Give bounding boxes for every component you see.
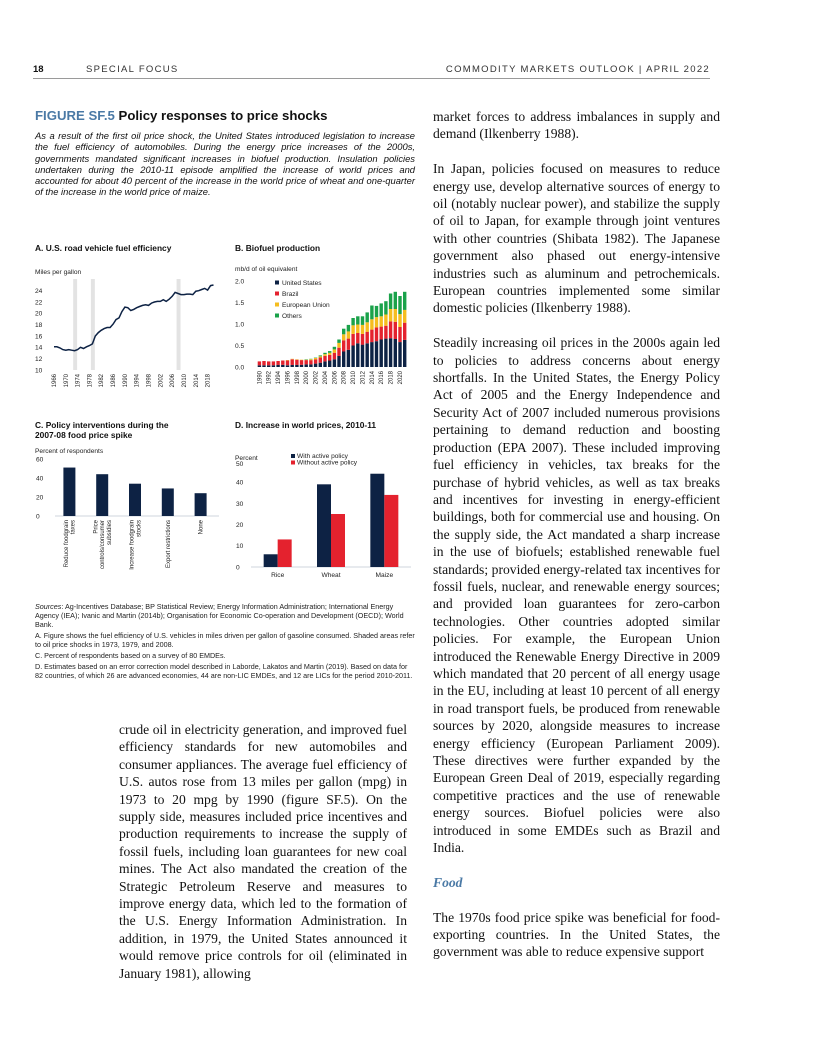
svg-text:1.0: 1.0: [235, 321, 245, 329]
sources-text: : Ag-Incentives Database; BP Statistical Review; Energy Information Administration; International Energy Agency (IEA); Ivanic and Martin (2014b); Organisation for Economic Co-operation and Development (OECD); World Bank.: [35, 602, 404, 630]
panel-c-title-line1: C. Policy interventions during the: [35, 420, 169, 430]
sources-label: Sources: [35, 602, 62, 611]
svg-text:Percent: Percent: [235, 455, 258, 462]
panel-d-chart: [235, 442, 420, 592]
panel-d: [235, 420, 420, 590]
publication-title: COMMODITY MARKETS OUTLOOK | APRIL 2022: [445, 64, 710, 75]
svg-text:With active policy: With active policy: [297, 453, 348, 460]
svg-text:1978: 1978: [87, 374, 94, 388]
note-d: D. Estimates based on an error correction model described in Laborde, Lakatos and Martin (2019). Based on data for 82 countries, of which 26 are advanced economies, 44 are non-LIC EMDEs, and 12 are LICs for the period 2010-2011.: [35, 661, 413, 680]
note-c: C. Percent of respondents based on a survey of 80 EMDEs.: [35, 651, 226, 661]
svg-text:30: 30: [236, 500, 244, 508]
panel-b-chart: [235, 255, 420, 405]
svg-text:20: 20: [36, 494, 44, 502]
figure-notes: [35, 602, 415, 682]
page-header: [33, 64, 710, 79]
sources-note: [35, 602, 415, 630]
svg-text:22: 22: [35, 299, 43, 307]
svg-text:2008: 2008: [341, 371, 348, 385]
svg-text:0.5: 0.5: [235, 342, 245, 350]
panel-b: [235, 243, 420, 403]
body-column-right: [433, 108, 720, 961]
svg-text:1990: 1990: [257, 371, 264, 385]
svg-text:1996: 1996: [285, 371, 292, 385]
svg-text:European Union: European Union: [282, 302, 330, 309]
panel-a: [35, 243, 220, 403]
svg-text:United States: United States: [282, 280, 322, 287]
panel-c-title-line2: 2007-08 food price spike: [35, 430, 133, 440]
svg-text:2006: 2006: [332, 371, 339, 385]
svg-text:Percent of respondents: Percent of respondents: [35, 448, 104, 455]
svg-text:Wheat: Wheat: [321, 572, 341, 579]
svg-text:40: 40: [36, 475, 44, 483]
panel-c: [35, 420, 220, 590]
svg-text:Increase foodgrain: Increase foodgrain: [129, 520, 136, 570]
paragraph: The 1970s food price spike was beneficial for food-exporting countries. In the United States, the government was able to reduce expensive support: [433, 909, 720, 960]
svg-text:14: 14: [35, 344, 43, 352]
paragraph: In Japan, policies focused on measures to reduce energy use, develop alternative sources of energy to oil (notably nuclear power), and stabilize the supply of oil to Japan, for example through joint ventures with other countries (Shibata 1982). The Japanese government also phased out energy-intensive industries such as aluminum and petrochemicals. European countries implemented some similar domestic policies (Ilkenberry 1988).: [433, 161, 720, 316]
svg-text:10: 10: [35, 367, 43, 375]
page-number: 18: [33, 64, 44, 75]
svg-text:2002: 2002: [313, 371, 320, 385]
svg-text:1966: 1966: [51, 374, 58, 388]
svg-text:taxes: taxes: [70, 520, 77, 535]
svg-text:1986: 1986: [111, 374, 118, 388]
svg-text:2004: 2004: [322, 371, 329, 385]
svg-text:controls/consumer: controls/consumer: [100, 520, 107, 570]
svg-text:1.5: 1.5: [235, 299, 245, 307]
svg-text:20: 20: [236, 522, 244, 529]
svg-text:10: 10: [236, 543, 244, 551]
section-heading-food: Food: [433, 874, 463, 890]
svg-text:2010: 2010: [181, 374, 188, 388]
svg-text:0: 0: [236, 564, 240, 572]
svg-text:20: 20: [35, 310, 43, 318]
svg-text:1998: 1998: [146, 374, 153, 388]
svg-text:12: 12: [35, 356, 43, 364]
svg-text:24: 24: [35, 288, 43, 296]
svg-text:2018: 2018: [388, 371, 395, 385]
figure-number: FIGURE SF.5: [35, 108, 115, 123]
svg-text:1998: 1998: [294, 371, 301, 385]
svg-text:1970: 1970: [63, 374, 70, 388]
panel-a-title: A. U.S. road vehicle fuel efficiency: [35, 243, 172, 253]
panel-a-chart: [35, 255, 220, 405]
svg-text:None: None: [198, 520, 205, 535]
svg-text:Export restrictions: Export restrictions: [165, 520, 172, 569]
svg-text:0.0: 0.0: [235, 364, 245, 372]
figure-title-text: Policy responses to price shocks: [118, 108, 328, 123]
svg-text:1990: 1990: [122, 374, 129, 388]
svg-text:2000: 2000: [304, 371, 311, 385]
svg-text:1994: 1994: [276, 371, 283, 385]
figure-subtitle: As a result of the first oil price shock, the United States introduced legislation to increase the fuel efficiency of automobiles. During the energy price increases of the 2000s, governments mandated significant increases in biofuel production. Insulation policies undertaken during the 2010-11 episode amplified the increase of world prices and accounted for about 40 percent of the increase in the world price of wheat and one-quarter of the increase in the world price of maize.: [35, 130, 415, 198]
svg-text:Maize: Maize: [375, 572, 394, 579]
svg-text:2018: 2018: [205, 374, 212, 388]
svg-text:18: 18: [35, 322, 43, 330]
svg-text:Reduce foodgrain: Reduce foodgrain: [64, 520, 71, 568]
svg-text:1994: 1994: [134, 374, 141, 388]
paragraph: Steadily increasing oil prices in the 2000s again led to policies to address concerns about energy shortfalls. In the United States, the Energy Policy Act of 2005 and the Energy Independence and Security Act of 2007 included numerous provisions pertaining to demand reduction and boosting production (EPA 2007). These included improving fuel efficiency in vehicles, tax breaks for the purchase of hybrid vehicles, as well as tax breaks and incentives for investing in energy-efficient buildings, both for commercial use and housing. On the supply side, the Act mandated a sharp increase in the use of biofuels; established renewable fuel standards; provided energy-related tax incentives for fossil fuels, nuclear, and renewable energy sources; and provided loan guarantees for zero-carbon technologies. Other countries adopted similar policies. For example, the European Union introduced the Renewable Energy Directive in 2009 which mandated that 20 percent of all energy usage in the EU, including at least 10 percent of all energy in road transport fuels, be produced from renewable sources by 2020, alongside measures to increase energy efficiency (European Parliament 2009). These directives were further expanded by the European Green Deal of 2019, especially regarding competitive practices and the use of renewable energy sources. Biofuel policies were also introduced in some EMDEs such as Brazil and India.: [433, 335, 720, 856]
svg-text:Miles per gallon: Miles per gallon: [35, 269, 82, 276]
svg-text:0: 0: [36, 513, 40, 521]
svg-text:2020: 2020: [397, 371, 404, 385]
note-a: A. Figure shows the fuel efficiency of U.S. vehicles in miles driven per gallon of gasoline consumed. Shaded areas refer to oil price shocks in 1973, 1979, and 2008.: [35, 631, 415, 650]
body-column-left: [119, 721, 407, 999]
svg-text:2010: 2010: [351, 371, 358, 385]
svg-text:2006: 2006: [170, 374, 177, 388]
svg-text:stocks: stocks: [136, 520, 143, 538]
svg-text:1974: 1974: [75, 374, 82, 388]
figure-title: [35, 108, 415, 123]
panel-d-title: D. Increase in world prices, 2010-11: [235, 420, 377, 430]
figure-block: [35, 108, 415, 198]
svg-text:Others: Others: [282, 313, 302, 320]
paragraph: market forces to address imbalances in supply and demand (Ilkenberry 1988).: [433, 109, 720, 142]
svg-text:Without active policy: Without active policy: [297, 459, 358, 467]
svg-text:1992: 1992: [266, 371, 273, 385]
svg-text:Rice: Rice: [271, 572, 285, 579]
svg-text:mb/d of oil equivalent: mb/d of oil equivalent: [235, 266, 298, 273]
svg-text:Price: Price: [93, 520, 100, 534]
paragraph: crude oil in electricity generation, and improved fuel efficiency standards for new automobiles and consumer appliances. The average fuel efficiency of U.S. autos rose from 13 miles per gallon (mpg) in 1973 to 20 mpg by 1990 (figure SF.5). On the supply side, measures included price incentives and production requirements to increase the supply of fossil fuels, including loan guarantees for new coal mines. The Act also mandated the creation of the Strategic Petroleum Reserve and measures to improve energy data, which led to the formation of the U.S. Energy Information Administration. In addition, in 1979, the United States announced it would remove price controls for oil (eliminated in January 1981), allowing: [119, 722, 407, 981]
svg-text:2014: 2014: [193, 374, 200, 388]
svg-text:1982: 1982: [99, 374, 106, 388]
panel-c-chart: [35, 442, 220, 592]
svg-text:2016: 2016: [379, 371, 386, 385]
svg-text:Brazil: Brazil: [282, 291, 299, 298]
panel-b-title: B. Biofuel production: [235, 243, 321, 253]
svg-text:40: 40: [236, 479, 244, 487]
svg-text:50: 50: [236, 461, 244, 468]
section-label: SPECIAL FOCUS: [86, 64, 179, 75]
svg-text:subsidies: subsidies: [106, 520, 113, 546]
svg-text:2014: 2014: [369, 371, 376, 385]
svg-text:2012: 2012: [360, 371, 367, 385]
svg-text:2002: 2002: [158, 374, 165, 388]
svg-text:60: 60: [36, 456, 44, 464]
svg-text:2.0: 2.0: [235, 278, 245, 286]
svg-text:16: 16: [35, 333, 43, 341]
